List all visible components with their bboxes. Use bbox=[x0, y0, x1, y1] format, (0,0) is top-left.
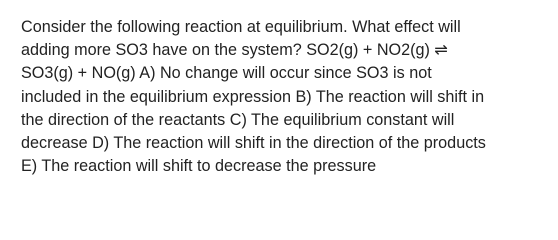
question-line: included in the equilibrium expression B) The reaction will shift in bbox=[21, 87, 485, 106]
question-line: decrease D) The reaction will shift in the direction of the products bbox=[21, 134, 486, 153]
question-text bbox=[21, 16, 551, 178]
question-line: the direction of the reactants C) The equilibrium constant will bbox=[21, 110, 455, 129]
question-line: Consider the following reaction at equilibrium. What effect will bbox=[21, 18, 461, 36]
question-line: SO3(g) + NO(g) A) No change will occur since SO3 is not bbox=[21, 64, 432, 83]
question-line: adding more SO3 have on the system? SO2(g) + NO2(g) ⇌ bbox=[21, 41, 448, 60]
question-line: E) The reaction will shift to decrease the pressure bbox=[21, 157, 377, 176]
